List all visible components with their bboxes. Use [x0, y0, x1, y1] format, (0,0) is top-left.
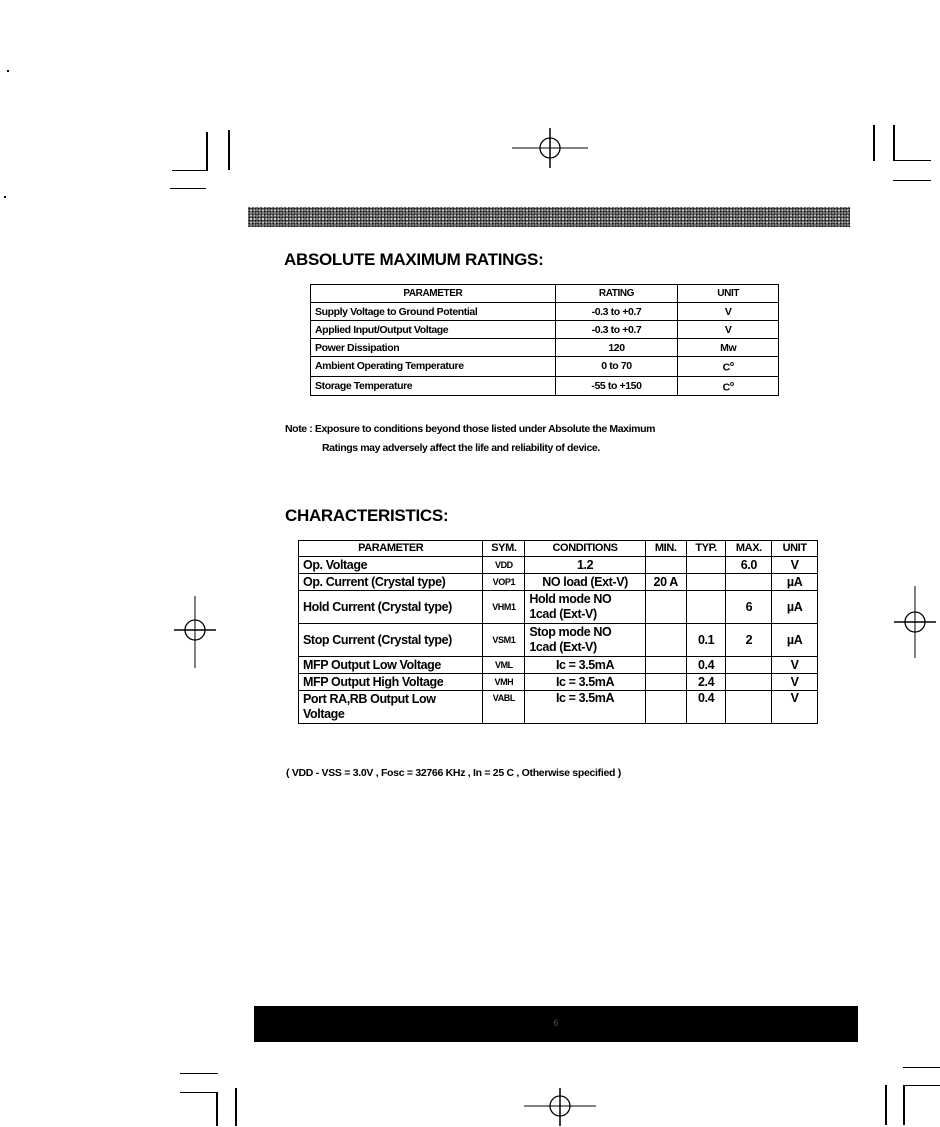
unit-cell — [678, 357, 779, 377]
param-cell: Power Dissipation — [311, 339, 556, 357]
typ-cell: 0.4 — [686, 691, 726, 724]
header-halftone-bar — [248, 207, 850, 227]
min-cell — [645, 674, 686, 691]
characteristics-table — [298, 540, 818, 724]
registration-mark-top-icon — [512, 128, 588, 168]
rating-cell: -0.3 to +0.7 — [555, 303, 678, 321]
characteristics-heading: CHARACTERISTICS: — [285, 506, 449, 525]
table-row — [311, 376, 779, 396]
table-row — [299, 574, 818, 591]
param-cell: Hold Current (Crystal type) — [299, 591, 483, 624]
header-cell: UNIT — [772, 541, 818, 557]
header-cell: MIN. — [645, 541, 686, 557]
typ-cell — [686, 591, 726, 624]
note-line-2: Ratings may adversely affect the life and reliability of device. — [322, 442, 600, 454]
degree-mark-icon: o — [729, 361, 734, 368]
registration-mark-left-icon — [174, 596, 216, 668]
min-cell: 20 A — [645, 574, 686, 591]
param-cell: Storage Temperature — [311, 376, 556, 396]
symbol-cell: VOP1 — [483, 574, 525, 591]
min-cell — [645, 557, 686, 574]
degree-unit: C — [722, 381, 730, 393]
typ-cell: 0.1 — [686, 624, 726, 657]
unit-cell: µA — [772, 624, 818, 657]
page-number: 6 — [553, 1018, 559, 1028]
header-cell: CONDITIONS — [525, 541, 645, 557]
rating-cell: 0 to 70 — [555, 357, 678, 377]
table-row — [311, 303, 779, 321]
table-row — [299, 624, 818, 657]
param-cell: Ambient Operating Temperature — [311, 357, 556, 377]
max-cell — [726, 657, 772, 674]
degree-mark-icon: o — [729, 380, 734, 388]
note-label: Note : — [285, 423, 313, 435]
max-cell — [726, 674, 772, 691]
param-cell: MFP Output Low Voltage — [299, 657, 483, 674]
unit-cell: V — [772, 674, 818, 691]
conditions-cell: 1.2 — [525, 557, 645, 574]
table-row — [311, 321, 779, 339]
symbol-cell: VSM1 — [483, 624, 525, 657]
conditions-cell: Ic = 3.5mA — [525, 691, 645, 724]
typ-cell: 2.4 — [686, 674, 726, 691]
unit-cell: V — [772, 691, 818, 724]
conditions-cell: Stop mode NO 1cad (Ext-V) — [525, 624, 645, 657]
registration-mark-right-icon — [894, 586, 936, 658]
rating-cell: 120 — [555, 339, 678, 357]
table-row — [299, 674, 818, 691]
header-cell: PARAMETER — [311, 285, 556, 303]
abs-max-note — [285, 420, 655, 458]
symbol-cell: VML — [483, 657, 525, 674]
param-cell: Applied Input/Output Voltage — [311, 321, 556, 339]
typ-cell: 0.4 — [686, 657, 726, 674]
unit-cell: µA — [772, 591, 818, 624]
param-cell: Supply Voltage to Ground Potential — [311, 303, 556, 321]
typ-cell — [686, 557, 726, 574]
header-cell: SYM. — [483, 541, 525, 557]
unit-cell: V — [772, 557, 818, 574]
min-cell — [645, 691, 686, 724]
max-cell — [726, 574, 772, 591]
max-cell — [726, 691, 772, 724]
table-row — [299, 591, 818, 624]
symbol-cell: VMH — [483, 674, 525, 691]
symbol-cell: VABL — [483, 691, 525, 724]
symbol-cell: VHM1 — [483, 591, 525, 624]
footer-bar — [254, 1006, 858, 1042]
unit-cell — [678, 376, 779, 396]
conditions-cell: Hold mode NO 1cad (Ext-V) — [525, 591, 645, 624]
conditions-cell: Ic = 3.5mA — [525, 674, 645, 691]
header-cell: RATING — [555, 285, 678, 303]
max-cell: 6.0 — [726, 557, 772, 574]
param-cell: MFP Output High Voltage — [299, 674, 483, 691]
rating-cell: -0.3 to +0.7 — [555, 321, 678, 339]
param-cell: Op. Voltage — [299, 557, 483, 574]
max-cell: 2 — [726, 624, 772, 657]
min-cell — [645, 591, 686, 624]
rating-cell: -55 to +150 — [555, 376, 678, 396]
unit-cell: Mw — [678, 339, 779, 357]
param-cell: Stop Current (Crystal type) — [299, 624, 483, 657]
test-conditions-note: ( VDD - VSS = 3.0V , Fosc = 32766 KHz , In = 25 C , Otherwise specified ) — [286, 767, 621, 779]
header-cell: UNIT — [678, 285, 779, 303]
table-header-row — [299, 541, 818, 557]
min-cell — [645, 657, 686, 674]
abs-max-heading: ABSOLUTE MAXIMUM RATINGS: — [284, 250, 544, 269]
abs-max-table — [310, 284, 779, 396]
scan-speck — [7, 70, 9, 72]
unit-cell: V — [772, 657, 818, 674]
min-cell — [645, 624, 686, 657]
typ-cell — [686, 574, 726, 591]
max-cell: 6 — [726, 591, 772, 624]
conditions-cell: Ic = 3.5mA — [525, 657, 645, 674]
note-line-1: Exposure to conditions beyond those listed under Absolute the Maximum — [314, 423, 656, 435]
table-row — [311, 357, 779, 377]
degree-unit: C — [722, 361, 730, 374]
header-cell: TYP. — [686, 541, 726, 557]
symbol-cell: VDD — [483, 557, 525, 574]
header-cell: PARAMETER — [299, 541, 483, 557]
table-row — [311, 339, 779, 357]
param-cell: Port RA,RB Output Low Voltage — [299, 691, 483, 724]
unit-cell: V — [678, 303, 779, 321]
table-row — [299, 691, 818, 724]
conditions-cell: NO load (Ext-V) — [525, 574, 645, 591]
table-row — [299, 557, 818, 574]
param-cell: Op. Current (Crystal type) — [299, 574, 483, 591]
unit-cell: V — [678, 321, 779, 339]
table-header-row — [311, 285, 779, 303]
scan-speck — [4, 196, 6, 198]
unit-cell: µA — [772, 574, 818, 591]
table-row — [299, 657, 818, 674]
header-cell: MAX. — [726, 541, 772, 557]
registration-mark-bottom-icon — [524, 1086, 596, 1126]
